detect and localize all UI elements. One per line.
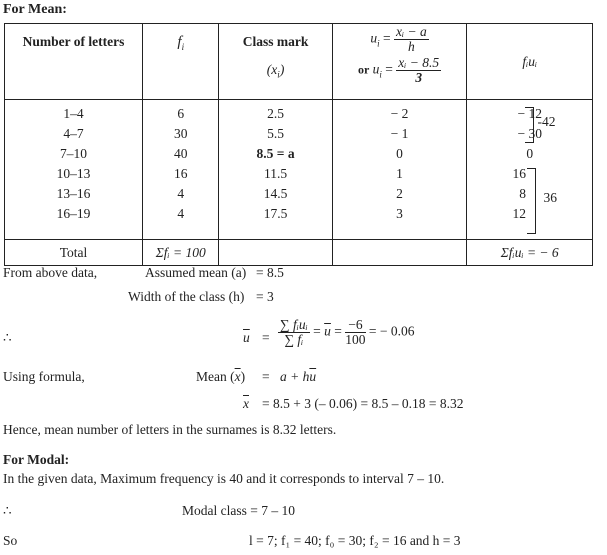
fiui-column	[467, 100, 592, 239]
total-empty	[332, 240, 467, 266]
table-body	[5, 100, 593, 240]
table-cell-fu: 8	[519, 186, 526, 201]
bracket-positive	[527, 168, 536, 234]
mean-conclusion: Hence, mean number of letters in the surnames is 8.32 letters.	[3, 422, 337, 437]
table-cell-interval: 16–19	[56, 206, 91, 221]
denominator: h	[407, 39, 415, 54]
table-cell-fu: − 30	[517, 126, 542, 141]
therefore-symbol: ∴	[3, 503, 12, 518]
denominator: 3	[415, 70, 423, 85]
table-cell-x: 5.5	[267, 126, 284, 141]
frequency-column	[143, 100, 218, 239]
u-bar-fraction	[278, 318, 415, 347]
table-cell-f: 40	[174, 146, 188, 161]
table-cell-u: 1	[396, 166, 403, 181]
table-cell-u: − 2	[390, 106, 409, 121]
table-cell-u: 0	[396, 146, 403, 161]
numerator: xᵢ − 8.5	[398, 55, 440, 70]
width-value: = 3	[256, 289, 274, 304]
u-bar: $\overline{u}$	[243, 330, 250, 345]
table-cell-fu: 12	[512, 206, 526, 221]
table-cell-x: 14.5	[263, 186, 288, 201]
denominator: 100	[345, 332, 366, 347]
x-subscript: i	[277, 69, 280, 80]
formula-line-2: or $u_i$ = $\frac{\text{xᵢ − 8.5}}{3}$	[357, 55, 440, 85]
ui-column	[333, 100, 467, 239]
modal-parameters: l = 7; f₁ = 40; f₀ = 30; f₂ = 16 and h = 3	[249, 533, 461, 548]
table-cell-x: 8.5 = a	[256, 146, 295, 161]
header-label: Number of letters	[22, 34, 125, 49]
bracket-negative-sum: -42	[537, 114, 556, 129]
therefore-symbol: ∴	[3, 330, 12, 345]
table-cell-f: 30	[174, 126, 188, 141]
u-bar: $\overline{u}$	[324, 323, 331, 339]
header-fi	[143, 24, 219, 100]
from-above-text: From above data,	[3, 265, 98, 280]
mean-formula	[280, 369, 316, 385]
table-cell-f: 4	[177, 206, 185, 221]
x-bar: $\overline{x}$	[243, 396, 249, 411]
header-label: fᵢuᵢ	[522, 54, 538, 69]
header-fiui	[467, 24, 593, 100]
fraction	[396, 56, 441, 85]
total-fiui: Σfᵢuᵢ = − 6	[467, 240, 593, 266]
fraction	[394, 25, 429, 54]
x-bar: $\overline{x}$	[234, 369, 241, 384]
assumed-mean-value: = 8.5	[256, 265, 284, 280]
total-label: Total	[5, 240, 143, 266]
table-cell-interval: 13–16	[56, 186, 91, 201]
table-header-row	[5, 24, 593, 100]
u-bar-result: = − 0.06	[368, 323, 415, 339]
equals: =	[262, 369, 270, 384]
header-class-mark	[219, 24, 332, 100]
denominator: ∑ fᵢ	[284, 332, 304, 347]
table-cell-interval: 1–4	[63, 106, 84, 121]
fraction	[278, 318, 310, 347]
formula-part: a + h	[280, 369, 310, 384]
modal-heading: For Modal:	[3, 452, 70, 467]
header-label	[143, 34, 218, 52]
table-cell-x: 17.5	[263, 206, 288, 221]
table-cell-interval: 10–13	[56, 166, 91, 181]
total-empty	[219, 240, 332, 266]
table-cell-fu: − 12	[517, 106, 542, 121]
f-subscript: i	[181, 42, 185, 52]
table-cell-fu: 0	[526, 146, 534, 161]
equals: =	[313, 323, 325, 339]
table-total-row	[5, 240, 593, 266]
equals: =	[330, 323, 342, 339]
bracket-negative	[525, 107, 534, 143]
class-mark-column	[219, 100, 331, 239]
table-cell-u: 3	[396, 206, 403, 221]
mean-label	[196, 369, 245, 385]
modal-class: Modal class = 7 – 10	[182, 503, 295, 518]
u-bar: $\overline{u}$	[309, 369, 317, 384]
fraction	[345, 318, 365, 347]
paren: )	[240, 369, 246, 384]
u-symbol: u	[370, 30, 378, 46]
paren: )	[279, 62, 285, 77]
using-formula-text: Using formula,	[3, 369, 85, 384]
header-xi	[219, 62, 331, 80]
assumed-mean-label: Assumed mean (a)	[145, 265, 247, 280]
width-label: Width of the class (h)	[128, 289, 245, 304]
numerator: −6	[345, 318, 365, 333]
header-label: Class mark	[242, 34, 309, 49]
table-cell-x: 2.5	[267, 106, 284, 121]
table-cell-u: − 1	[390, 126, 409, 141]
table-cell-u: 2	[396, 186, 403, 201]
intervals-column	[5, 100, 142, 239]
numerator: xᵢ − a	[395, 24, 427, 39]
frequency-table	[4, 23, 593, 266]
mean-calculation: = 8.5 + 3 (– 0.06) = 8.5 – 0.18 = 8.32	[262, 396, 464, 411]
table-cell-f: 6	[177, 106, 185, 121]
table-cell-interval: 4–7	[63, 126, 84, 141]
header-number-of-letters	[5, 24, 143, 100]
so-text: So	[3, 533, 18, 548]
bracket-positive-sum: 36	[543, 190, 557, 205]
total-frequency: Σfᵢ = 100	[143, 240, 219, 266]
formula-line-1: $u_i$ = $\frac{\text{xᵢ − a}}{h}$	[370, 24, 427, 54]
mean-heading: For Mean:	[3, 2, 67, 17]
modal-intro: In the given data, Maximum frequency is 40 and it corresponds to interval 7 – 10.	[3, 471, 445, 486]
table-cell-f: 16	[174, 166, 188, 181]
numerator: ∑ fᵢuᵢ	[280, 317, 308, 332]
f-symbol: f	[177, 34, 182, 50]
table-cell-x: 11.5	[264, 166, 288, 181]
or-label: or	[357, 62, 370, 77]
x-symbol: (x	[266, 62, 278, 77]
equals: =	[262, 330, 270, 345]
mean-word: Mean (	[196, 369, 235, 384]
table-cell-f: 4	[177, 186, 185, 201]
table-cell-fu: 16	[512, 166, 526, 181]
header-ui-formula	[332, 24, 467, 100]
table-cell-interval: 7–10	[60, 146, 88, 161]
